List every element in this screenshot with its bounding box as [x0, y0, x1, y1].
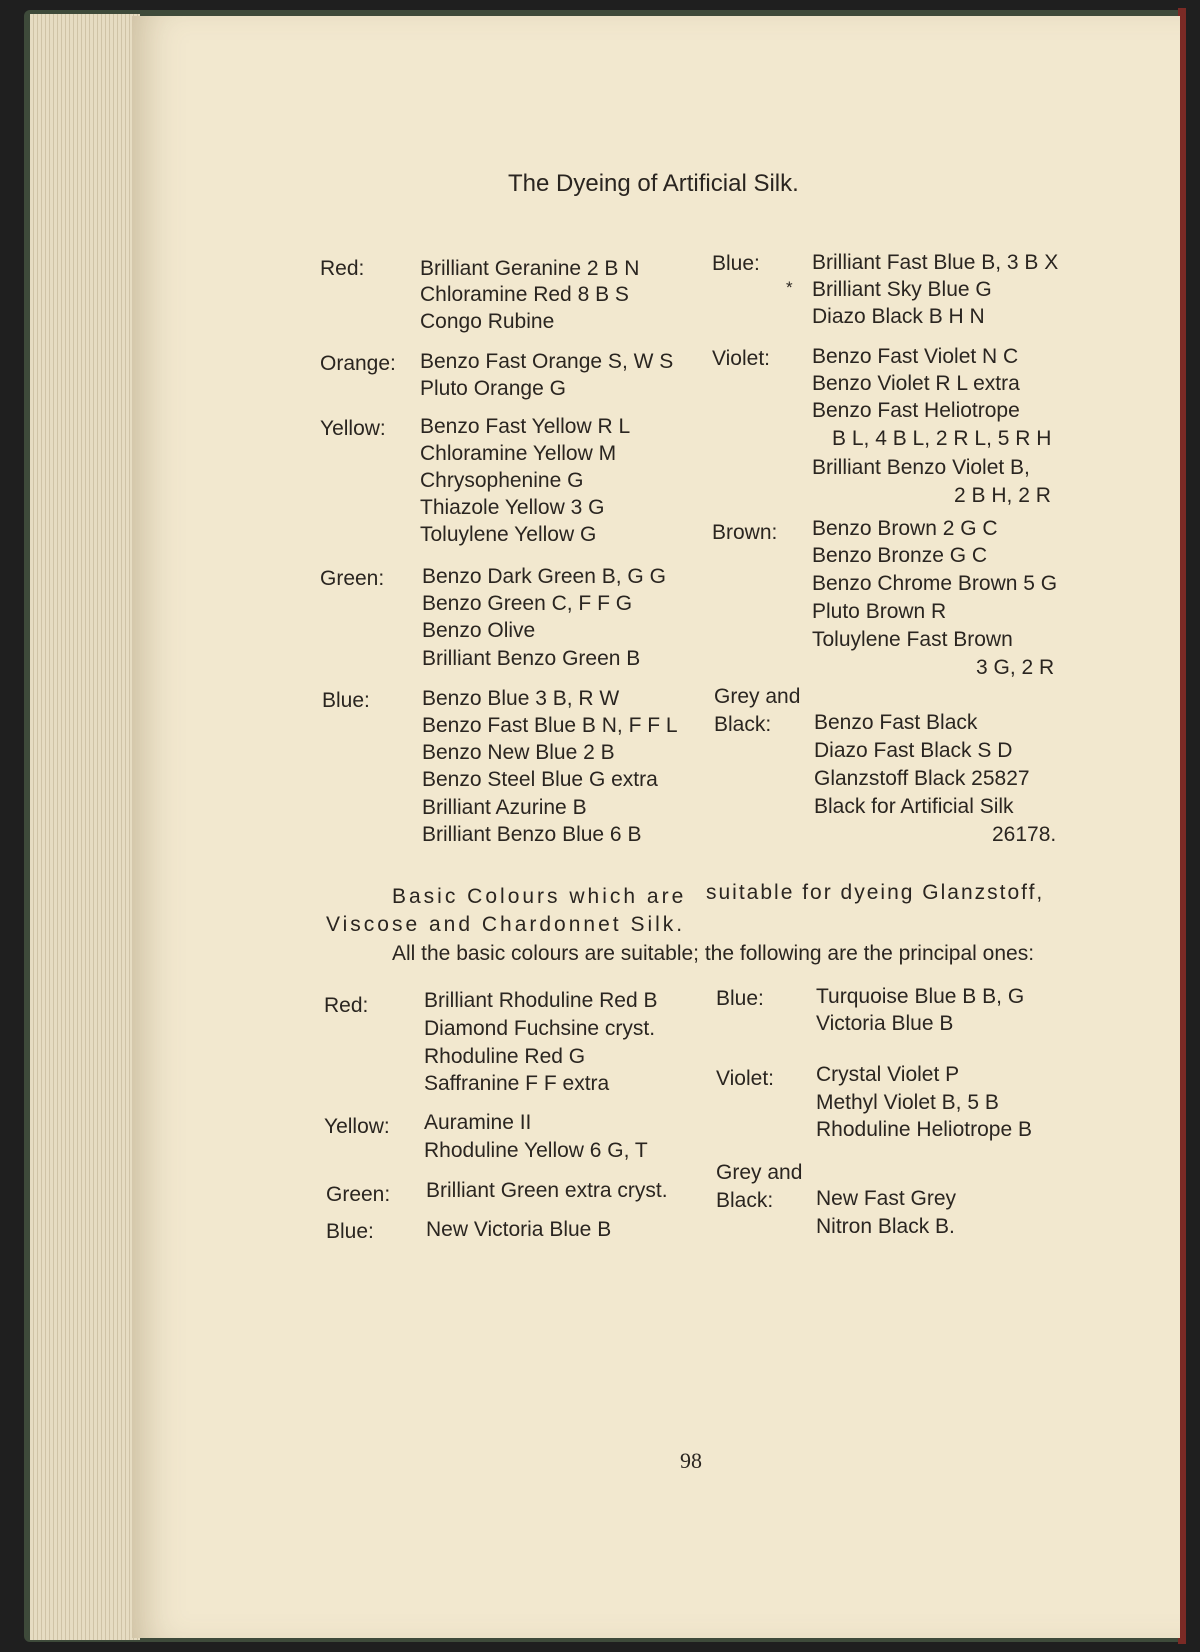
- asterisk-mark: *: [786, 278, 793, 297]
- list-item: Brilliant Benzo Green B: [422, 647, 641, 670]
- list-item: Diazo Black B H N: [812, 305, 985, 328]
- list-item: Pluto Brown R: [812, 600, 947, 623]
- list-item: Benzo Blue 3 B, R W: [422, 687, 620, 710]
- list-item: Saffranine F F extra: [424, 1072, 610, 1095]
- list-item: Toluylene Yellow G: [420, 523, 597, 546]
- list-item: Black for Artificial Silk: [814, 795, 1014, 818]
- list-item: Benzo Fast Blue B N, F F L: [422, 714, 678, 737]
- list-item: Brilliant Rhoduline Red B: [424, 989, 658, 1012]
- list-item: Benzo Fast Orange S, W S: [420, 350, 674, 373]
- label-blue: Blue:: [326, 1220, 374, 1243]
- list-item: Rhoduline Yellow 6 G, T: [424, 1139, 648, 1162]
- list-item: Benzo Violet R L extra: [812, 372, 1020, 395]
- label-yellow: Yellow:: [324, 1115, 390, 1138]
- list-item: Turquoise Blue B B, G: [816, 985, 1025, 1008]
- label-blue: Blue:: [712, 252, 760, 275]
- paragraph-line: All the basic colours are suitable; the following are the principal ones:: [392, 942, 1035, 965]
- list-item: Benzo New Blue 2 B: [422, 741, 615, 764]
- label-red: Red:: [320, 257, 365, 280]
- list-item: Nitron Black B.: [816, 1215, 955, 1238]
- label-orange: Orange:: [320, 352, 396, 375]
- label-black: Black:: [716, 1189, 774, 1212]
- list-item: New Fast Grey: [816, 1187, 957, 1210]
- list-item: Chrysophenine G: [420, 469, 584, 492]
- page-title: The Dyeing of Artificial Silk.: [508, 170, 799, 197]
- label-grey-and: Grey and: [714, 685, 801, 708]
- list-item: Benzo Steel Blue G extra: [422, 768, 658, 791]
- list-item: Benzo Fast Heliotrope: [812, 399, 1020, 422]
- list-item: Brilliant Benzo Violet B,: [812, 456, 1030, 479]
- list-item: B L, 4 B L, 2 R L, 5 R H: [832, 427, 1052, 450]
- list-item: Glanzstoff Black 25827: [814, 767, 1030, 790]
- list-item: Toluylene Fast Brown: [812, 628, 1013, 651]
- list-item: Brilliant Sky Blue G: [812, 278, 992, 301]
- list-item: Benzo Fast Yellow R L: [420, 415, 631, 438]
- list-item: 3 G, 2 R: [976, 656, 1055, 679]
- label-yellow: Yellow:: [320, 417, 386, 440]
- label-green: Green:: [320, 567, 385, 590]
- list-item: Chloramine Yellow M: [420, 442, 617, 465]
- page-stack-edges: [30, 14, 140, 1640]
- paragraph-line: Viscose and Chardonnet Silk.: [326, 913, 686, 936]
- label-brown: Brown:: [712, 521, 778, 544]
- page-number: 98: [680, 1448, 702, 1473]
- list-item: New Victoria Blue B: [426, 1218, 612, 1241]
- list-item: Congo Rubine: [420, 310, 555, 333]
- label-red: Red:: [324, 994, 369, 1017]
- list-item: Pluto Orange G: [420, 377, 566, 400]
- label-blue: Blue:: [322, 689, 370, 712]
- list-item: Rhoduline Heliotrope B: [816, 1118, 1032, 1141]
- list-item: Methyl Violet B, 5 B: [816, 1091, 999, 1114]
- list-item: Benzo Fast Black: [814, 711, 978, 734]
- list-item: Brilliant Geranine 2 B N: [420, 257, 640, 280]
- label-green: Green:: [326, 1183, 391, 1206]
- label-grey-and: Grey and: [716, 1161, 803, 1184]
- list-item: Auramine II: [424, 1111, 532, 1134]
- list-item: Brilliant Green extra cryst.: [426, 1179, 668, 1202]
- paragraph-line: suitable for dyeing Glanzstoff,: [706, 881, 1045, 904]
- list-item: 2 B H, 2 R: [954, 484, 1051, 507]
- list-item: Chloramine Red 8 B S: [420, 283, 629, 306]
- list-item: Rhoduline Red G: [424, 1045, 586, 1068]
- list-item: Benzo Fast Violet N C: [812, 345, 1019, 368]
- list-item: Benzo Dark Green B, G G: [422, 565, 666, 588]
- list-item: Brilliant Benzo Blue 6 B: [422, 823, 642, 846]
- list-item: Crystal Violet P: [816, 1063, 960, 1086]
- list-item: 26178.: [992, 823, 1057, 846]
- list-item: Benzo Chrome Brown 5 G: [812, 572, 1058, 595]
- label-blue: Blue:: [716, 987, 764, 1010]
- label-violet: Violet:: [712, 347, 770, 370]
- list-item: Benzo Olive: [422, 619, 536, 642]
- list-item: Benzo Bronze G C: [812, 544, 988, 567]
- paragraph-line: Basic Colours which are: [392, 885, 687, 908]
- list-item: Brilliant Azurine B: [422, 796, 587, 819]
- list-item: Brilliant Fast Blue B, 3 B X: [812, 251, 1059, 274]
- list-item: Benzo Brown 2 G C: [812, 517, 998, 540]
- list-item: Victoria Blue B: [816, 1012, 954, 1035]
- list-item: Diamond Fuchsine cryst.: [424, 1017, 656, 1040]
- list-item: Benzo Green C, F F G: [422, 592, 633, 615]
- label-black: Black:: [714, 713, 772, 736]
- list-item: Thiazole Yellow 3 G: [420, 496, 605, 519]
- list-item: Diazo Fast Black S D: [814, 739, 1013, 762]
- label-violet: Violet:: [716, 1067, 774, 1090]
